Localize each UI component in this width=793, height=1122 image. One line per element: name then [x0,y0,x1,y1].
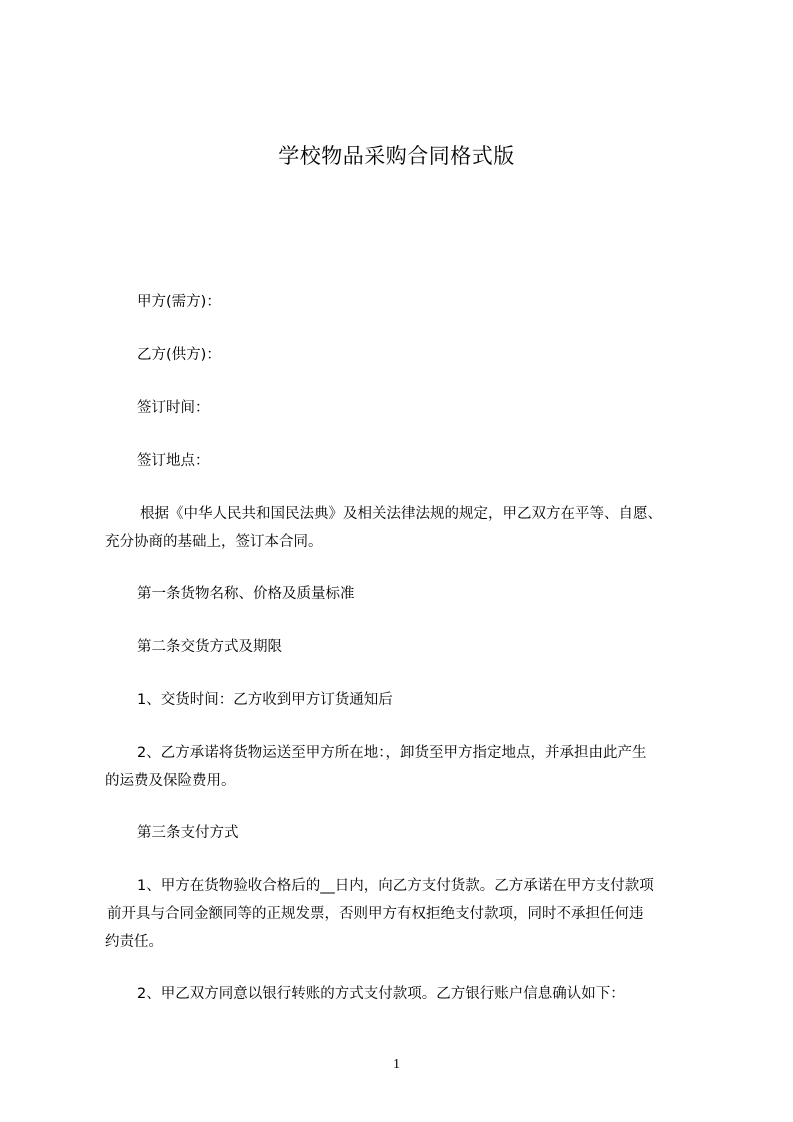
article-2-item-2-line-1: 2、乙方承诺将货物运送至甲方所在地：，卸货至甲方指定地点，并承担由此产生 [137,745,647,761]
sign-place-line: 签订地点： [137,453,210,469]
party-a-line: 甲方(需方)： [137,294,221,310]
sign-time-line: 签订时间： [137,400,210,416]
article-1-title: 第一条货物名称、价格及质量标准 [137,586,355,602]
preamble-line-2: 充分协商的基础上，签订本合同。 [105,534,323,550]
article-2-item-2-line-2: 的运费及保险费用。 [105,773,236,789]
party-b-line: 乙方(供方)： [137,347,221,363]
article-3-item-1-line-2: 前开具与合同金额同等的正规发票，否则甲方有权拒绝支付款项，同时不承担任何违 [107,906,644,922]
article-3-item-1-line-3: 约责任。 [105,934,163,950]
page-number: 1 [393,1057,400,1072]
article-3-item-2: 2、甲乙双方同意以银行转账的方式支付款项。乙方银行账户信息确认如下： [137,986,625,1002]
article-3-title: 第三条支付方式 [137,825,239,841]
document-title: 学校物品采购合同格式版 [278,144,515,168]
preamble-line-1: 根据《中华人民共和国民法典》及相关法律法规的规定，甲乙双方在平等、自愿、 [140,506,662,522]
article-2-item-1: 1、交货时间：乙方收到甲方订货通知后 [137,692,393,708]
article-3-item-1-line-1: 1、甲方在货物验收合格后的__日内，向乙方支付货款。乙方承诺在甲方支付款项 [137,878,654,894]
article-2-title: 第二条交货方式及期限 [137,639,282,655]
